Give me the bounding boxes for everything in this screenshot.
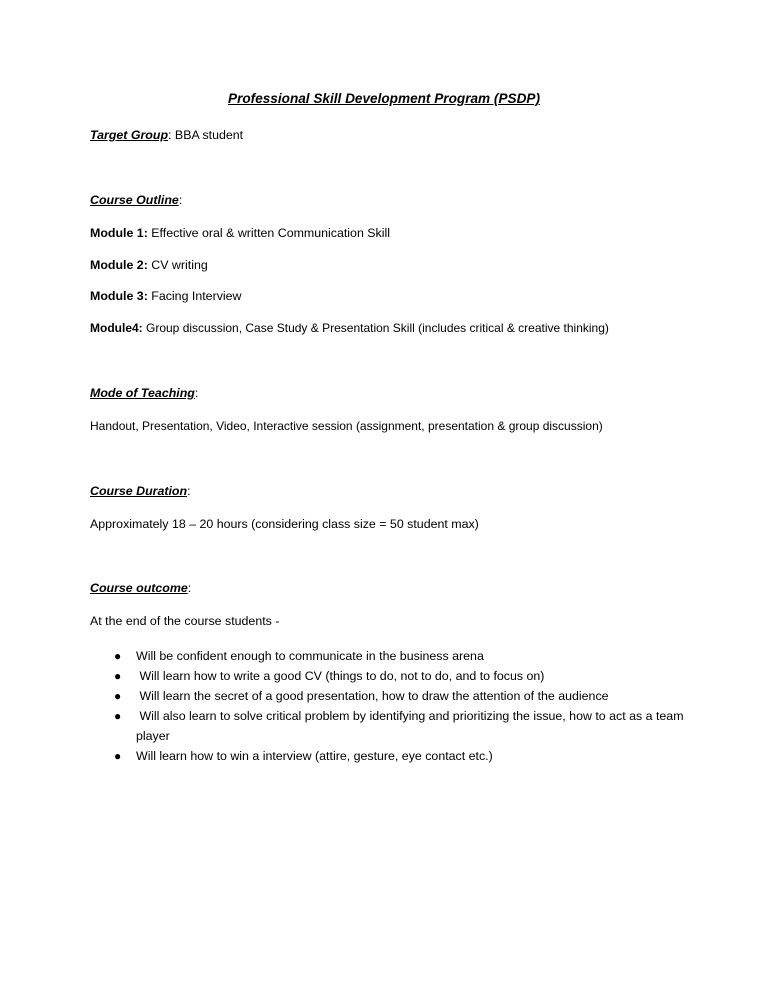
mode-of-teaching-separator: : [194, 386, 199, 400]
bullet-icon: ● [114, 709, 122, 723]
mode-of-teaching-text: Handout, Presentation, Video, Interactive session (assignment, presentation & group discussion) [90, 419, 603, 433]
target-group-separator: : [168, 128, 172, 142]
course-duration-separator: : [187, 484, 191, 498]
course-outcome-intro: At the end of the course students - [90, 614, 280, 628]
course-duration-heading-line [90, 484, 191, 498]
bullet-icon: ● [114, 749, 122, 763]
module-4-line [90, 321, 609, 335]
list-item-text: Will learn the secret of a good presentation, how to draw the attention of the audience [136, 689, 609, 703]
module-1-line [90, 226, 390, 240]
list-item [114, 746, 684, 766]
bullet-icon: ● [114, 669, 122, 683]
list-item-text: Will be confident enough to communicate in the business arena [136, 649, 484, 663]
course-outline-separator: : [178, 193, 183, 207]
course-outline-heading-line [90, 193, 182, 207]
module-3-label: Module 3: [90, 289, 148, 303]
target-group-label: Target Group [90, 128, 169, 142]
list-item-text: Will learn how to write a good CV (things to do, not to do, and to focus on) [136, 669, 545, 683]
mode-of-teaching-heading-line [90, 386, 198, 400]
list-item-text: Will learn how to win a interview (attire, gesture, eye contact etc.) [136, 749, 493, 763]
document-title: Professional Skill Development Program (PSDP) [228, 91, 540, 106]
course-outcome-list [114, 646, 687, 766]
list-item [114, 686, 684, 706]
course-outline-heading: Course Outline [90, 193, 179, 207]
list-item [114, 666, 684, 686]
module-1-label: Module 1: [90, 226, 148, 240]
course-duration-heading: Course Duration [90, 484, 188, 498]
module-4-text: Group discussion, Case Study & Presentation Skill (includes critical & creative thinking) [142, 321, 609, 335]
list-item-text: Will also learn to solve critical problem by identifying and prioritizing the issue, how to act as a team player [136, 709, 687, 743]
course-outcome-separator: : [187, 581, 192, 595]
course-outcome-heading: Course outcome [90, 581, 188, 595]
course-duration-text: Approximately 18 – 20 hours (considering class size = 50 student max) [90, 517, 479, 531]
course-outcome-heading-line [90, 581, 191, 595]
module-2-label: Module 2: [90, 258, 148, 272]
bullet-icon: ● [114, 649, 122, 663]
module-2-line [90, 258, 208, 272]
module-2-text: CV writing [147, 258, 208, 272]
list-item [114, 706, 687, 746]
module-3-line [90, 289, 241, 303]
target-group-value: BBA student [171, 128, 244, 142]
module-3-text: Facing Interview [147, 289, 242, 303]
bullet-icon: ● [114, 689, 122, 703]
list-item [114, 646, 684, 666]
module-1-text: Effective oral & written Communication Skill [147, 226, 390, 240]
mode-of-teaching-heading: Mode of Teaching [90, 386, 195, 400]
target-group-line [90, 128, 243, 142]
module-4-label: Module4: [90, 321, 143, 335]
